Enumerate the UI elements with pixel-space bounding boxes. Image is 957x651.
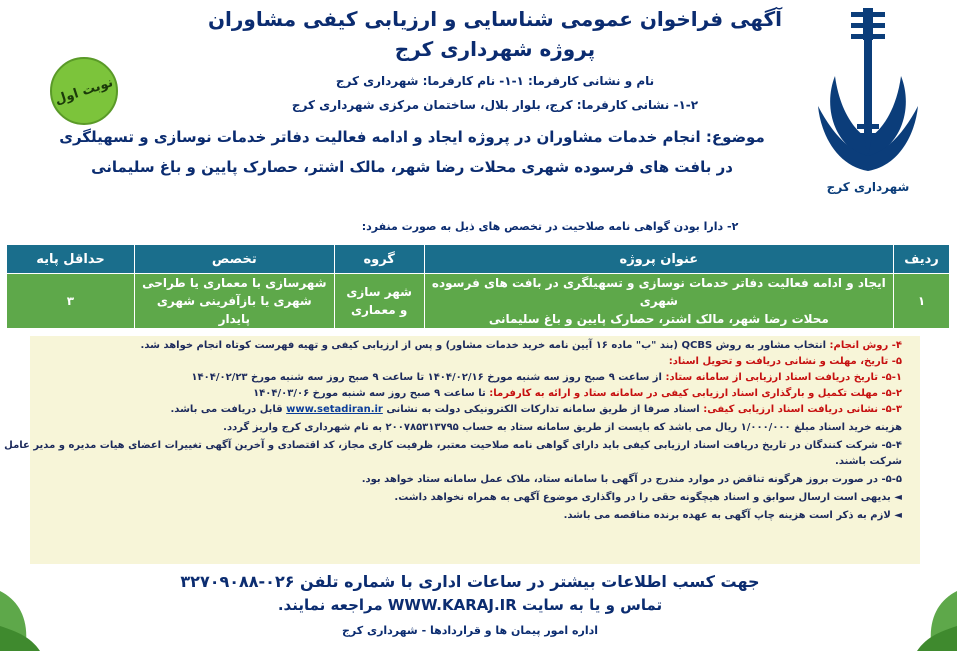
bullet-arrow-icon: ◄ <box>894 510 902 521</box>
green-leaf-ornament-icon <box>897 591 957 651</box>
cell-specialty <box>134 274 334 329</box>
project-title-line-2: محلات رضا شهر، مالک اشتر، حصارک پایین و باغ سلیمانی <box>488 312 829 326</box>
item-5-1 <box>191 372 902 383</box>
item-5-4-line-1: ۵-۴- شرکت کنندگان در تاریخ دریافت اسناد ارزیابی کیفی باید دارای گواهی نامه صلاحیت معتبر، ظرفیت کاری مجاز، کد اقتصادی و آخرین آگهی تغییرات اعضای هیات مدیره و مدیر عامل <box>4 440 902 451</box>
item-5-3-text: اسناد صرفا از طریق سامانه تدارکات الکترونیکی دولت به نشانی <box>386 404 700 415</box>
employer-address: ۱-۲- نشانی کارفرما: کرج، بلوار بلال، ساختمان مرکزی شهرداری کرج <box>291 98 699 112</box>
method-line <box>141 340 902 351</box>
terms-section <box>4 336 920 564</box>
page-title <box>170 4 820 64</box>
specialty-line-2: شهری یا بازآفرینی شهری پایدار <box>156 294 312 326</box>
item-5-2-text: تا ساعت ۹ صبح روز سه شنبه مورخ ۱۴۰۴/۰۳/۰۶ <box>253 388 486 399</box>
cell-project-title <box>424 274 893 329</box>
method-text: انتخاب مشاور به روش QCBS (بند "ب" ماده ۱۶ آیین نامه خرید خدمات مشاور) و پس از ارزیابی کیفی و تهیه فهرست کوتاه انجام خواهد شد. <box>140 340 827 351</box>
fee-text: هزینه خرید اسناد مبلغ ۱/۰۰۰/۰۰۰ ریال می باشد که بایست از طریق سامانه ستاد به حساب ۲۰۰۷۸۵۳۱۳۷۹۵ به نام شهرداری کرج واریز گردد. <box>223 422 902 433</box>
title-line-2: پروژه شهرداری کرج <box>394 37 596 61</box>
cell-group <box>334 274 424 329</box>
bullet-arrow-icon: ◄ <box>894 492 902 503</box>
item-5-2-label: ۵-۲- مهلت تکمیل و بارگذاری اسناد ارزیابی کیفی در سامانه ستاد و ارائه به کارفرما: <box>489 388 902 399</box>
note-2-text: لازم به ذکر است هزینه چاپ آگهی به عهده برنده مناقصه می باشد. <box>563 510 891 521</box>
note-1 <box>394 492 902 503</box>
table-row <box>7 274 950 329</box>
qualification-note: ۲- دارا بودن گواهی نامه صلاحیت در تخصص های ذیل به صورت منفرد: <box>361 220 739 233</box>
subject-line-1: موضوع: انجام خدمات مشاوران در پروژه ایجاد و ادامه فعالیت دفاتر خدمات نوسازی و تسهیلگری <box>59 128 765 146</box>
table-header-row <box>7 245 950 274</box>
item-5-3-label: ۵-۳- نشانی دریافت اسناد ارزیابی کیفی: <box>703 404 902 415</box>
subject-line-2: در بافت های فرسوده شهری محلات رضا شهر، مالک اشتر، حصارک پایین و باغ سلیمانی <box>91 158 733 176</box>
item-5-3-suffix: قابل دریافت می باشد. <box>170 404 283 415</box>
note-1-text: بدیهی است ارسال سوابق و اسناد هیچگونه حقی را در واگذاری موضوع آگهی به همراه نخواهد داشت. <box>394 492 891 503</box>
item-5-1-text: از ساعت ۹ صبح روز سه شنبه مورخ ۱۴۰۴/۰۲/۱۶ تا ساعت ۹ صبح روز سه شنبه مورخ ۱۴۰۴/۰۲/۲۳ <box>191 372 662 383</box>
first-publication-badge <box>50 57 118 125</box>
item-5-5: ۵-۵- در صورت بروز هرگونه تناقض در موارد مندرج در آگهی با سامانه ستاد، ملاک عمل سامانه ستاد خواهد بود. <box>361 474 902 485</box>
specialty-line-1: شهرسازی با معماری یا طراحی <box>142 276 327 290</box>
contact-line-2: تماس و یا به سایت WWW.KARAJ.IR مراجعه نمایند. <box>277 596 663 614</box>
item-5-2 <box>253 388 902 399</box>
green-leaf-ornament-icon <box>0 591 60 651</box>
header-min-grade: حداقل پایه <box>7 245 135 274</box>
header-group: گروه <box>334 245 424 274</box>
cell-min-grade: ۳ <box>7 274 135 329</box>
group-line-1: شهر سازی <box>346 285 412 299</box>
cell-row-no: ۱ <box>894 274 950 329</box>
projects-table <box>6 244 950 329</box>
logo-caption: شهرداری کرج <box>826 180 910 194</box>
employer-name: نام و نشانی کارفرما: ۱-۱- نام کارفرما: شهرداری کرج <box>335 74 655 88</box>
header-specialty: تخصص <box>134 245 334 274</box>
contact-line-1: جهت کسب اطلاعات بیشتر در ساعات اداری با شماره تلفن ۰۲۶-۳۲۷۰۹۰۸۸ <box>180 572 760 591</box>
footer <box>0 566 957 651</box>
item-5-4-line-2: شرکت باشند. <box>835 456 902 467</box>
department-name: اداره امور پیمان ها و قراردادها - شهرداری کرج <box>341 624 599 637</box>
header <box>0 0 957 210</box>
method-label: ۴- روش انجام: <box>829 340 902 351</box>
group-line-2: و معماری <box>351 303 408 317</box>
note-2 <box>564 510 902 521</box>
deadline-heading: ۵- تاریخ، مهلت و نشانی دریافت و تحویل اسناد: <box>668 356 902 367</box>
setadiran-link[interactable]: www.setadiran.ir <box>286 404 383 415</box>
header-project-title: عنوان پروژه <box>424 245 893 274</box>
header-row-no: ردیف <box>894 245 950 274</box>
title-line-1: آگهی فراخوان عمومی شناسایی و ارزیابی کیفی مشاوران <box>207 7 783 31</box>
karaj-municipality-logo <box>813 6 923 202</box>
item-5-1-label: ۵-۱- تاریخ دریافت اسناد ارزیابی از سامانه ستاد: <box>665 372 902 383</box>
badge-text: نوبت اول <box>53 74 115 108</box>
project-title-line-1: ایجاد و ادامه فعالیت دفاتر خدمات نوسازی و تسهیلگری در بافت های فرسوده شهری <box>431 276 886 308</box>
item-5-3 <box>171 404 903 415</box>
